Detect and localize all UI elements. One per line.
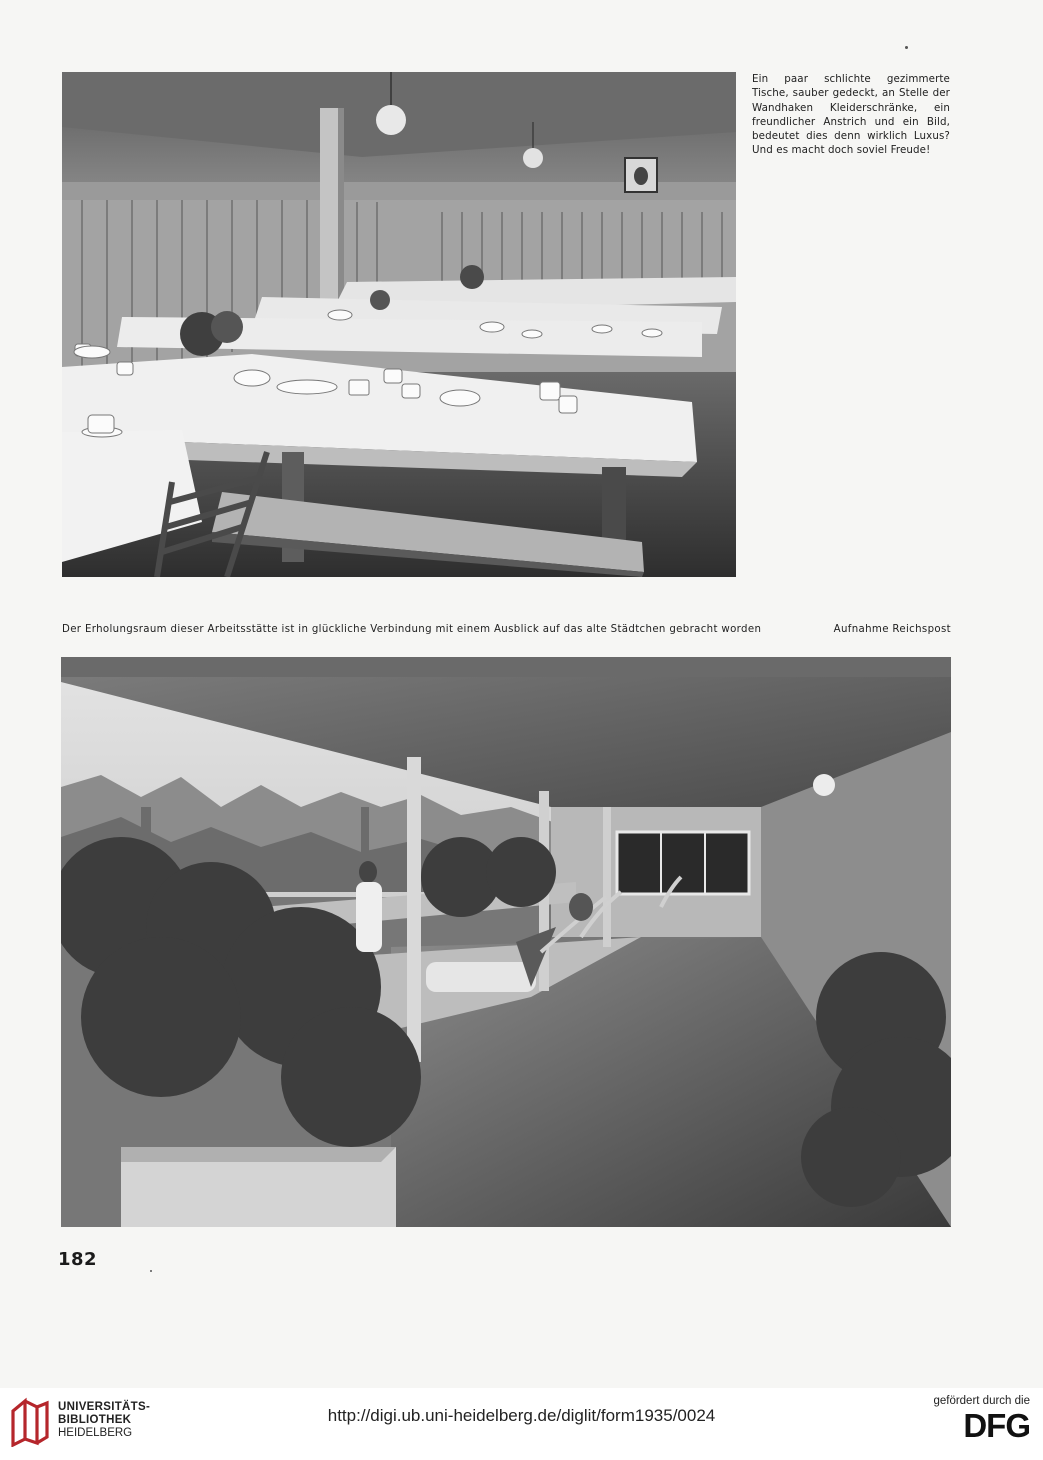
photo-dining-room [62, 72, 736, 577]
paper-speck [905, 46, 908, 49]
photo-roof-terrace [61, 657, 951, 1227]
permalink-url[interactable]: http://digi.ub.uni-heidelberg.de/diglit/form1935/0024 [327, 1406, 716, 1425]
dfg-logo: DFG [963, 1407, 1030, 1444]
digitization-footer [0, 1388, 1043, 1460]
funding-notice[interactable] [920, 1395, 1030, 1443]
middle-caption: Der Erholungsraum dieser Arbeitsstätte ist in glückliche Verbindung mit einem Ausblick auf das alte Städtchen gebracht worden [62, 624, 762, 635]
library-line-3: HEIDELBERG [58, 1427, 133, 1439]
photo-credit: Aufnahme Reichspost [833, 624, 951, 635]
funding-text: gefördert durch die [933, 1395, 1030, 1407]
side-caption: Ein paar schlichte gezimmerte Tische, sauber gedeckt, an Stelle der Wandhaken Kleiderschränke, ein freundlicher Anstrich und ein Bild, bedeutet dies denn wirklich Luxus? Und es macht doch soviel Freude! [752, 73, 950, 157]
paper-speck [150, 1270, 152, 1272]
library-line-2: BIBLIOTHEK [58, 1414, 132, 1426]
page-number: 182 [58, 1249, 98, 1270]
library-line-1: UNIVERSITÄTS- [58, 1401, 151, 1413]
